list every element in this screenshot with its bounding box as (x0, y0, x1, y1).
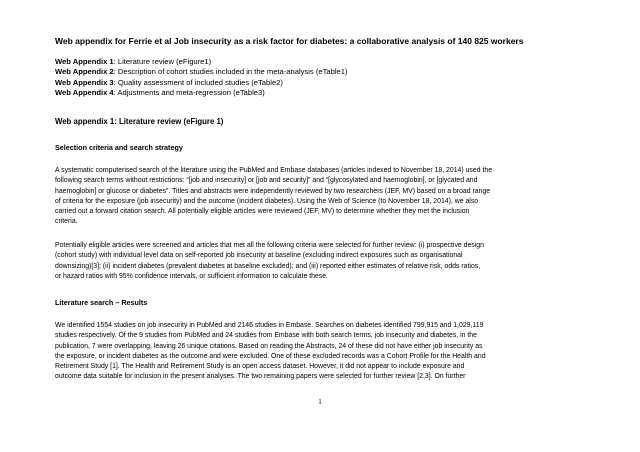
contents-item (55, 67, 595, 77)
contents-item (55, 78, 595, 88)
text-line: of criteria for the exposure (job insecurity) and the outcome (incident diabetes). Using the Web of Science (to November 18, 2014), we also (55, 197, 479, 205)
contents-item (55, 57, 595, 67)
document-title: Web appendix for Ferrie et al Job insecurity as a risk factor for diabetes: a collaborative analysis of 140 825 workers (55, 36, 524, 46)
text-line: Retirement Study [1]. The Health and Retirement Study is an open access dataset. However, it did not appear to include exposure and (55, 363, 465, 371)
text-line: (cohort study) with individual level data on self-reported job insecurity at baseline (excluding indirect exposures such as organisational (55, 252, 463, 260)
subheading-literature-results: Literature search – Results (55, 298, 148, 307)
subheading-selection-criteria: Selection criteria and search strategy (55, 143, 183, 152)
text-line: publication, 7 were overlapping, leaving 26 unique citations. Based on reading the Abstracts, 24 of these did not have either job insecurity as (55, 342, 483, 350)
contents-item-text: : Adjustments and meta-regression (eTable3) (113, 88, 265, 98)
text-line: or hazard ratios with 95% confidence intervals, or sufficient information to calculate these. (55, 272, 328, 280)
text-line: the exposure, or incident diabetes as the outcome and were excluded. One of these excluded records was a Cohort Profile for the Health and (55, 352, 486, 360)
appendix-contents-list (55, 57, 595, 99)
contents-item-label: Web Appendix 1 (55, 57, 114, 66)
text-line: A systematic computerised search of the literature using the PubMed and Embase databases (articles indexed to November 18, 2014) used the (55, 167, 493, 174)
contents-item-label: Web Appendix 3 (55, 77, 114, 87)
page-number: 1 (318, 398, 322, 406)
paragraph-search-results (55, 321, 600, 383)
text-line: We identified 1554 studies on job insecurity in PubMed and 2146 studies in Embase. Searches on diabetes identified 799,915 and 1,029,119 (55, 322, 484, 329)
text-line: outcome data suitable for inclusion in the present analyses. The two remaining papers were selected for further review [2,3]. On further (55, 373, 466, 381)
text-line: Potentially eligible articles were screened and articles that met all the following criteria were selected for further review: (i) prospective design (55, 242, 484, 249)
text-line: following search terms without restrictions: “[job and insecurity] or [job and security]” and “[glycosylated and haemoglobin], or [glycated and (55, 177, 478, 185)
text-line: haemoglobin] or glucose or diabetes”. Titles and abstracts were independently reviewed by two researchers (JEF, MV) based on a broad range (55, 187, 491, 195)
paragraph-search-strategy (55, 166, 600, 228)
section-heading: Web appendix 1: Literature review (eFigure 1) (55, 117, 224, 126)
text-line: studies respectively. Of the 9 studies from PubMed and 24 studies from Embase with both search terms, job insecurity and diabetes, in the (55, 332, 477, 340)
contents-item-label: Web Appendix 4 (55, 88, 114, 98)
contents-item-text: : Literature review (eFigure1) (113, 57, 212, 66)
text-line: carried out a forward citation search. All potentially eligible articles were reviewed (JEF, MV) to determine whether they met the inclusion (55, 208, 470, 216)
text-line: criteria. (55, 218, 78, 226)
contents-item-text: : Description of cohort studies included in the meta-analysis (eTable1) (113, 67, 348, 77)
contents-item-text: : Quality assessment of included studies (eTable2) (113, 77, 283, 87)
contents-item (55, 88, 595, 98)
text-line: downsizing)[3]; (ii) incident diabetes (prevalent diabetes at baseline excluded); and (iii) reported either estimates of relative risk, odds ratios, (55, 262, 481, 270)
paragraph-inclusion-criteria (55, 241, 600, 282)
contents-item-label: Web Appendix 2 (55, 67, 114, 77)
